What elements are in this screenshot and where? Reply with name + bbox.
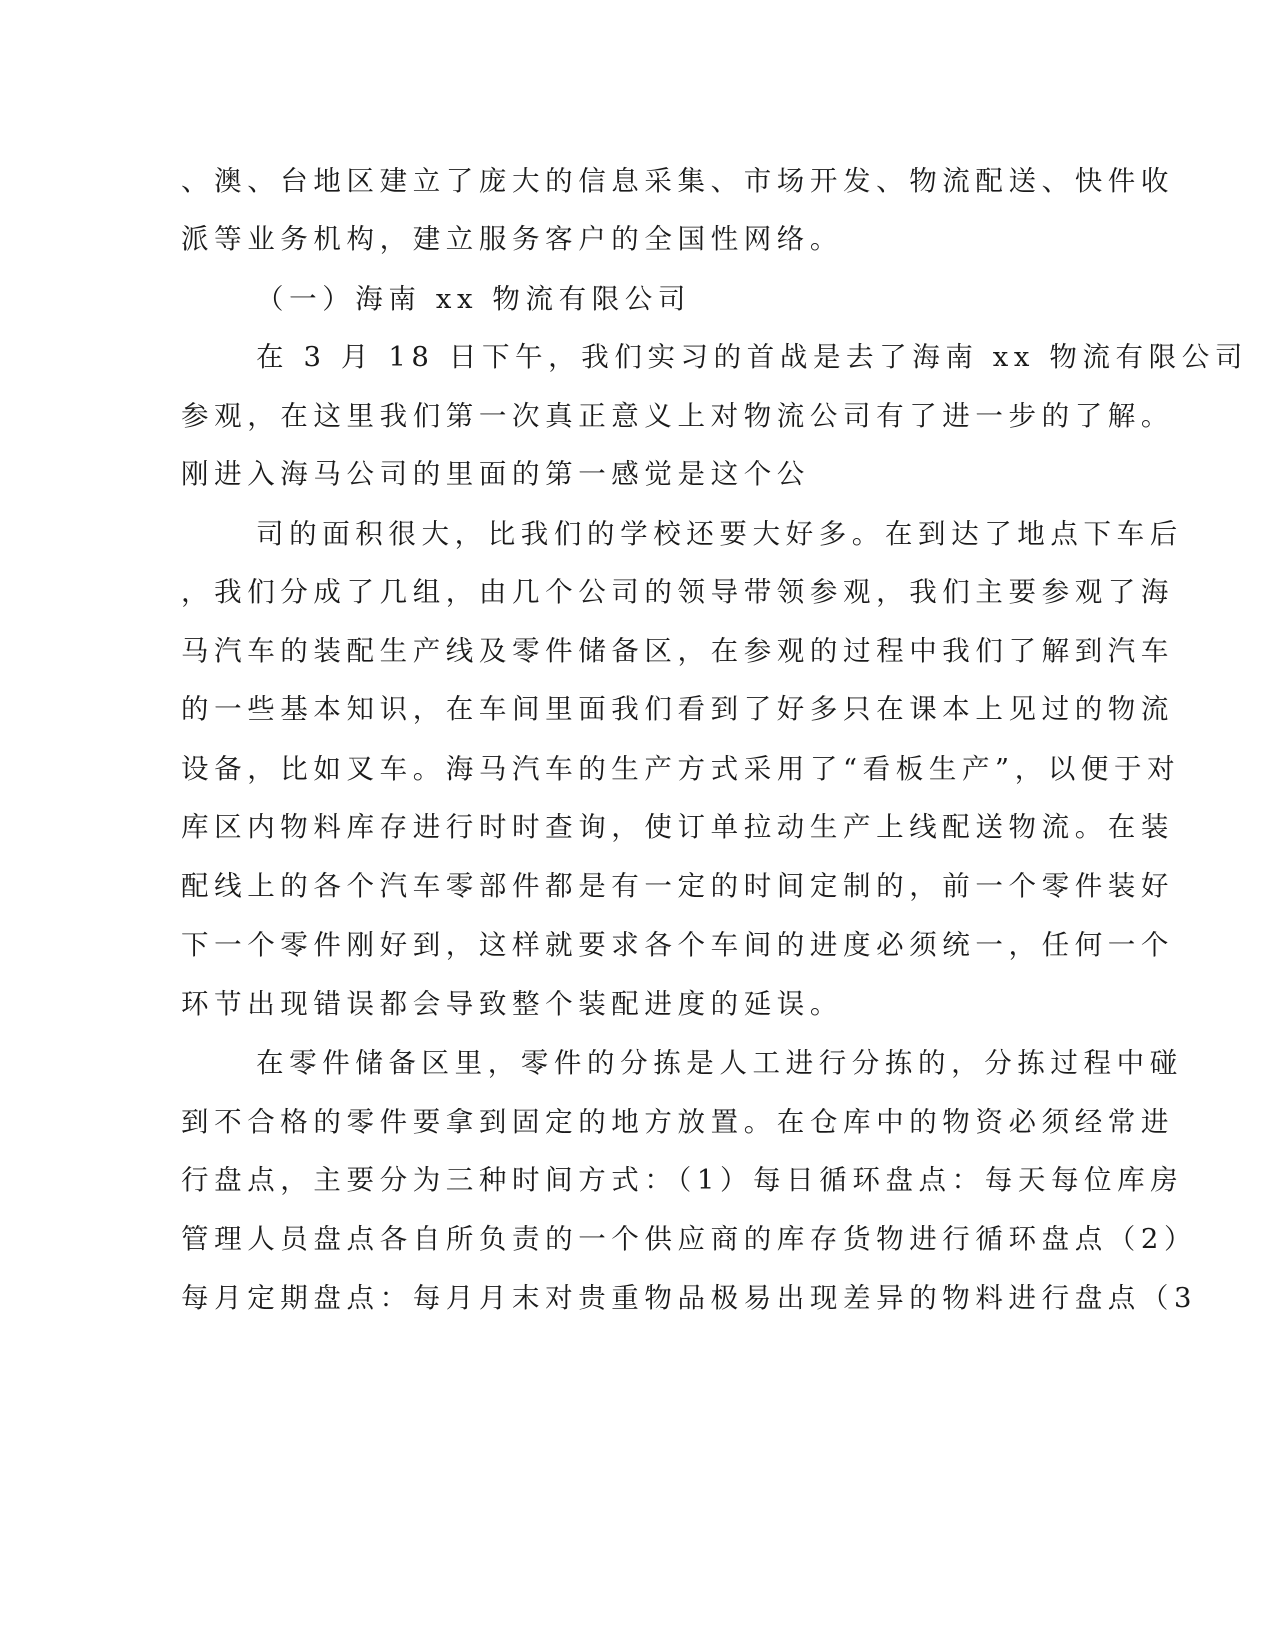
text-line-10: 的一些基本知识，在车间里面我们看到了好多只在课本上见过的物流 bbox=[181, 693, 1174, 725]
section-heading: （一）海南 xx 物流有限公司 bbox=[256, 283, 691, 315]
text-line-13: 配线上的各个汽车零部件都是有一定的时间定制的，前一个零件装好 bbox=[181, 870, 1174, 902]
text-line-16: 在零件储备区里，零件的分拣是人工进行分拣的，分拣过程中碰 bbox=[256, 1047, 1183, 1079]
text-line-17: 到不合格的零件要拿到固定的地方放置。在仓库中的物资必须经常进 bbox=[181, 1106, 1174, 1138]
text-line-15: 环节出现错误都会导致整个装配进度的延误。 bbox=[181, 988, 843, 1020]
text-line-5: 参观，在这里我们第一次真正意义上对物流公司有了进一步的了解。 bbox=[181, 400, 1174, 432]
text-line-14: 下一个零件刚好到，这样就要求各个车间的进度必须统一，任何一个 bbox=[181, 929, 1174, 961]
text-line-9: 马汽车的装配生产线及零件储备区，在参观的过程中我们了解到汽车 bbox=[181, 635, 1174, 667]
text-line-6: 刚进入海马公司的里面的第一感觉是这个公 bbox=[181, 458, 810, 490]
text-line-19: 管理人员盘点各自所负责的一个供应商的库存货物进行循环盘点（2） bbox=[181, 1223, 1198, 1255]
text-line-4: 在 3 月 18 日下午，我们实习的首战是去了海南 xx 物流有限公司 bbox=[256, 341, 1248, 373]
text-line-20: 每月定期盘点：每月月末对贵重物品极易出现差异的物料进行盘点（3 bbox=[181, 1282, 1198, 1314]
text-line-18: 行盘点，主要分为三种时间方式：（1）每日循环盘点：每天每位库房 bbox=[181, 1164, 1184, 1196]
text-line-12: 库区内物料库存进行时时查询，使订单拉动生产上线配送物流。在装 bbox=[181, 811, 1174, 843]
text-line-7: 司的面积很大，比我们的学校还要大好多。在到达了地点下车后 bbox=[256, 518, 1183, 550]
text-line-11: 设备，比如叉车。海马汽车的生产方式采用了“看板生产”，以便于对 bbox=[181, 753, 1181, 785]
text-line-2: 派等业务机构，建立服务客户的全国性网络。 bbox=[181, 223, 843, 255]
text-line-8: ，我们分成了几组，由几个公司的领导带领参观，我们主要参观了海 bbox=[181, 576, 1174, 608]
text-line-1: 、澳、台地区建立了庞大的信息采集、市场开发、物流配送、快件收 bbox=[181, 165, 1174, 197]
